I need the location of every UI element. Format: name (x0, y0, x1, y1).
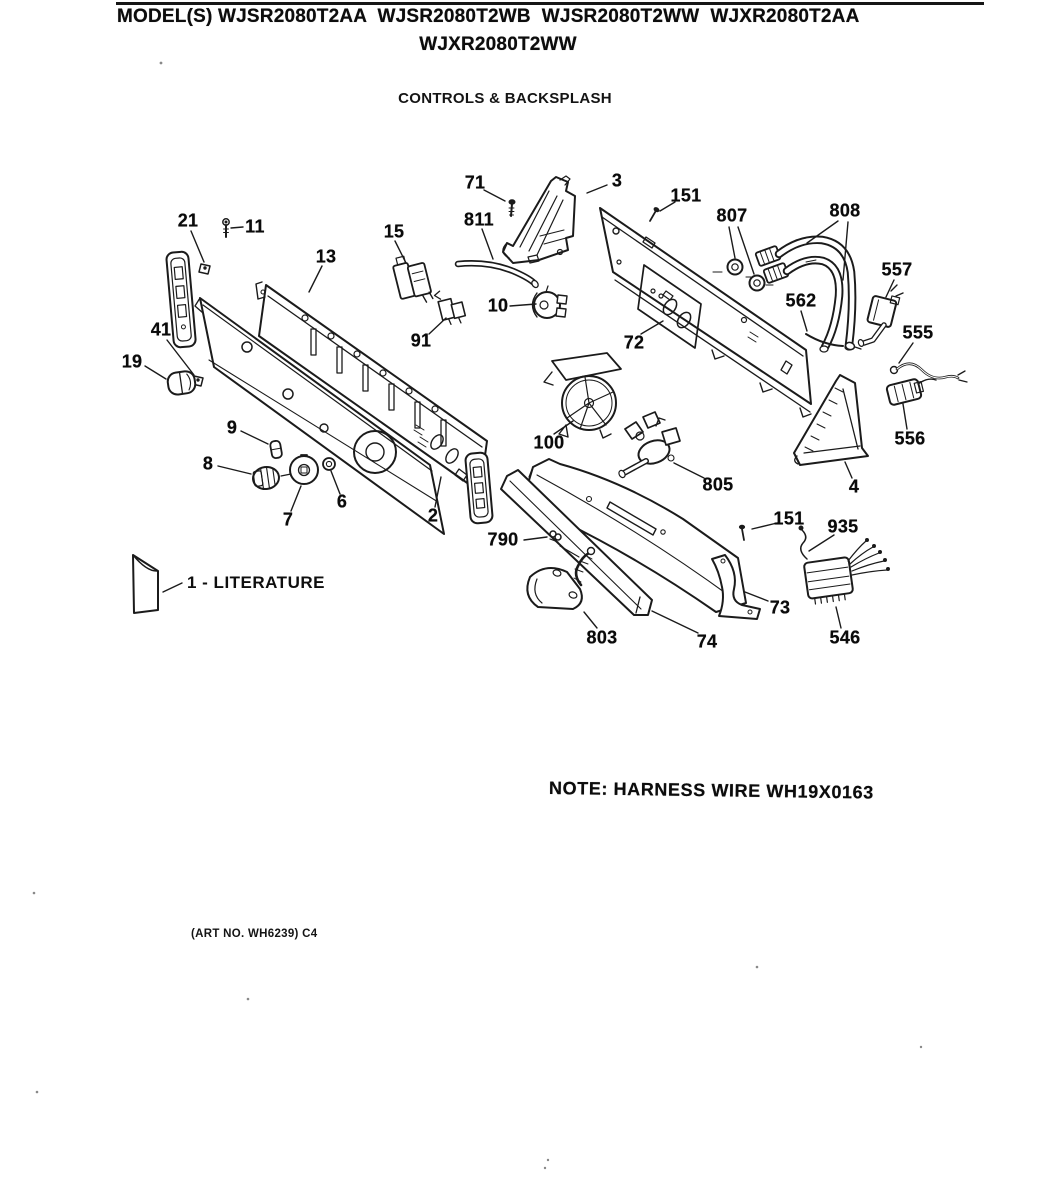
callout-790-29: 790 (487, 529, 519, 550)
callout-808-4: 808 (829, 200, 861, 221)
callout-2-25: 2 (427, 505, 439, 526)
callout-151-2: 151 (670, 185, 702, 206)
harness-wire-note: NOTE: HARNESS WIRE WH19X0163 (548, 778, 874, 803)
callout-19-18: 19 (121, 351, 143, 372)
callout-556-9: 556 (894, 428, 926, 449)
part-8-knob (252, 465, 291, 490)
models-line-2: WJXR2080T2WW (419, 34, 577, 55)
part-19-knob (167, 370, 197, 396)
part-556-connector (886, 378, 936, 406)
part-151-screw-b (739, 525, 744, 540)
callout-73-30: 73 (769, 597, 791, 618)
art-number: (ART NO. WH6239) C4 (191, 928, 318, 940)
callout-935-28: 935 (827, 516, 859, 537)
part-91-switch (434, 287, 467, 328)
callout-562-7: 562 (785, 290, 817, 311)
callout-13-13: 13 (315, 246, 337, 267)
callout-546-33: 546 (829, 627, 861, 648)
callout-72-16: 72 (623, 332, 645, 353)
part-3-corner-bracket (503, 176, 575, 263)
part-11-screw (223, 219, 229, 237)
right-end-cap (465, 452, 493, 524)
part-7-dial (290, 455, 318, 484)
part-546-connector (804, 539, 890, 605)
callout-100-20: 100 (533, 432, 565, 453)
callout-74-32: 74 (696, 631, 718, 652)
part-15-switch (391, 252, 433, 308)
callout-7-24: 7 (282, 509, 294, 530)
part-805-water-valve (618, 412, 680, 479)
literature-label: 1 - LITERATURE (187, 573, 325, 592)
models-line-1: MODEL(S) WJSR2080T2AA WJSR2080T2WB WJSR2080T2WW WJXR2080T2AA (117, 6, 860, 27)
callout-11-11: 11 (245, 216, 265, 237)
callout-15-12: 15 (383, 221, 405, 242)
callout-805-21: 805 (702, 474, 734, 495)
callout-151-27: 151 (773, 508, 805, 529)
callout-811-5: 811 (464, 209, 494, 230)
part-21-clip (199, 264, 210, 274)
callout-41-17: 41 (150, 319, 172, 340)
callout-807-3: 807 (716, 205, 748, 226)
part-6-nut (323, 458, 335, 470)
part-72-backsplash-panel (600, 205, 811, 417)
callout-10-14: 10 (487, 295, 509, 316)
part-557-valve (857, 285, 903, 347)
part-10-switch (533, 286, 568, 318)
part-9-spacer (270, 440, 283, 458)
callout-21-10: 21 (177, 210, 199, 231)
callout-4-26: 4 (848, 476, 860, 497)
callout-557-6: 557 (881, 259, 913, 280)
literature-envelope-icon (133, 555, 158, 613)
part-803-bracket (527, 546, 594, 609)
part-71-screw (509, 200, 515, 216)
part-151-screw-a (648, 207, 660, 222)
callout-3-1: 3 (611, 170, 623, 191)
callout-71-0: 71 (464, 172, 486, 193)
section-title: CONTROLS & BACKSPLASH (398, 90, 612, 107)
part-100-timer (544, 353, 621, 438)
callout-91-15: 91 (410, 330, 432, 351)
callout-8-22: 8 (202, 453, 214, 474)
callout-9-19: 9 (226, 417, 238, 438)
callout-555-8: 555 (902, 322, 934, 343)
callout-803-31: 803 (586, 627, 618, 648)
part-811-hose (458, 263, 539, 288)
part-935-wire (799, 526, 807, 559)
callout-6-23: 6 (336, 491, 348, 512)
